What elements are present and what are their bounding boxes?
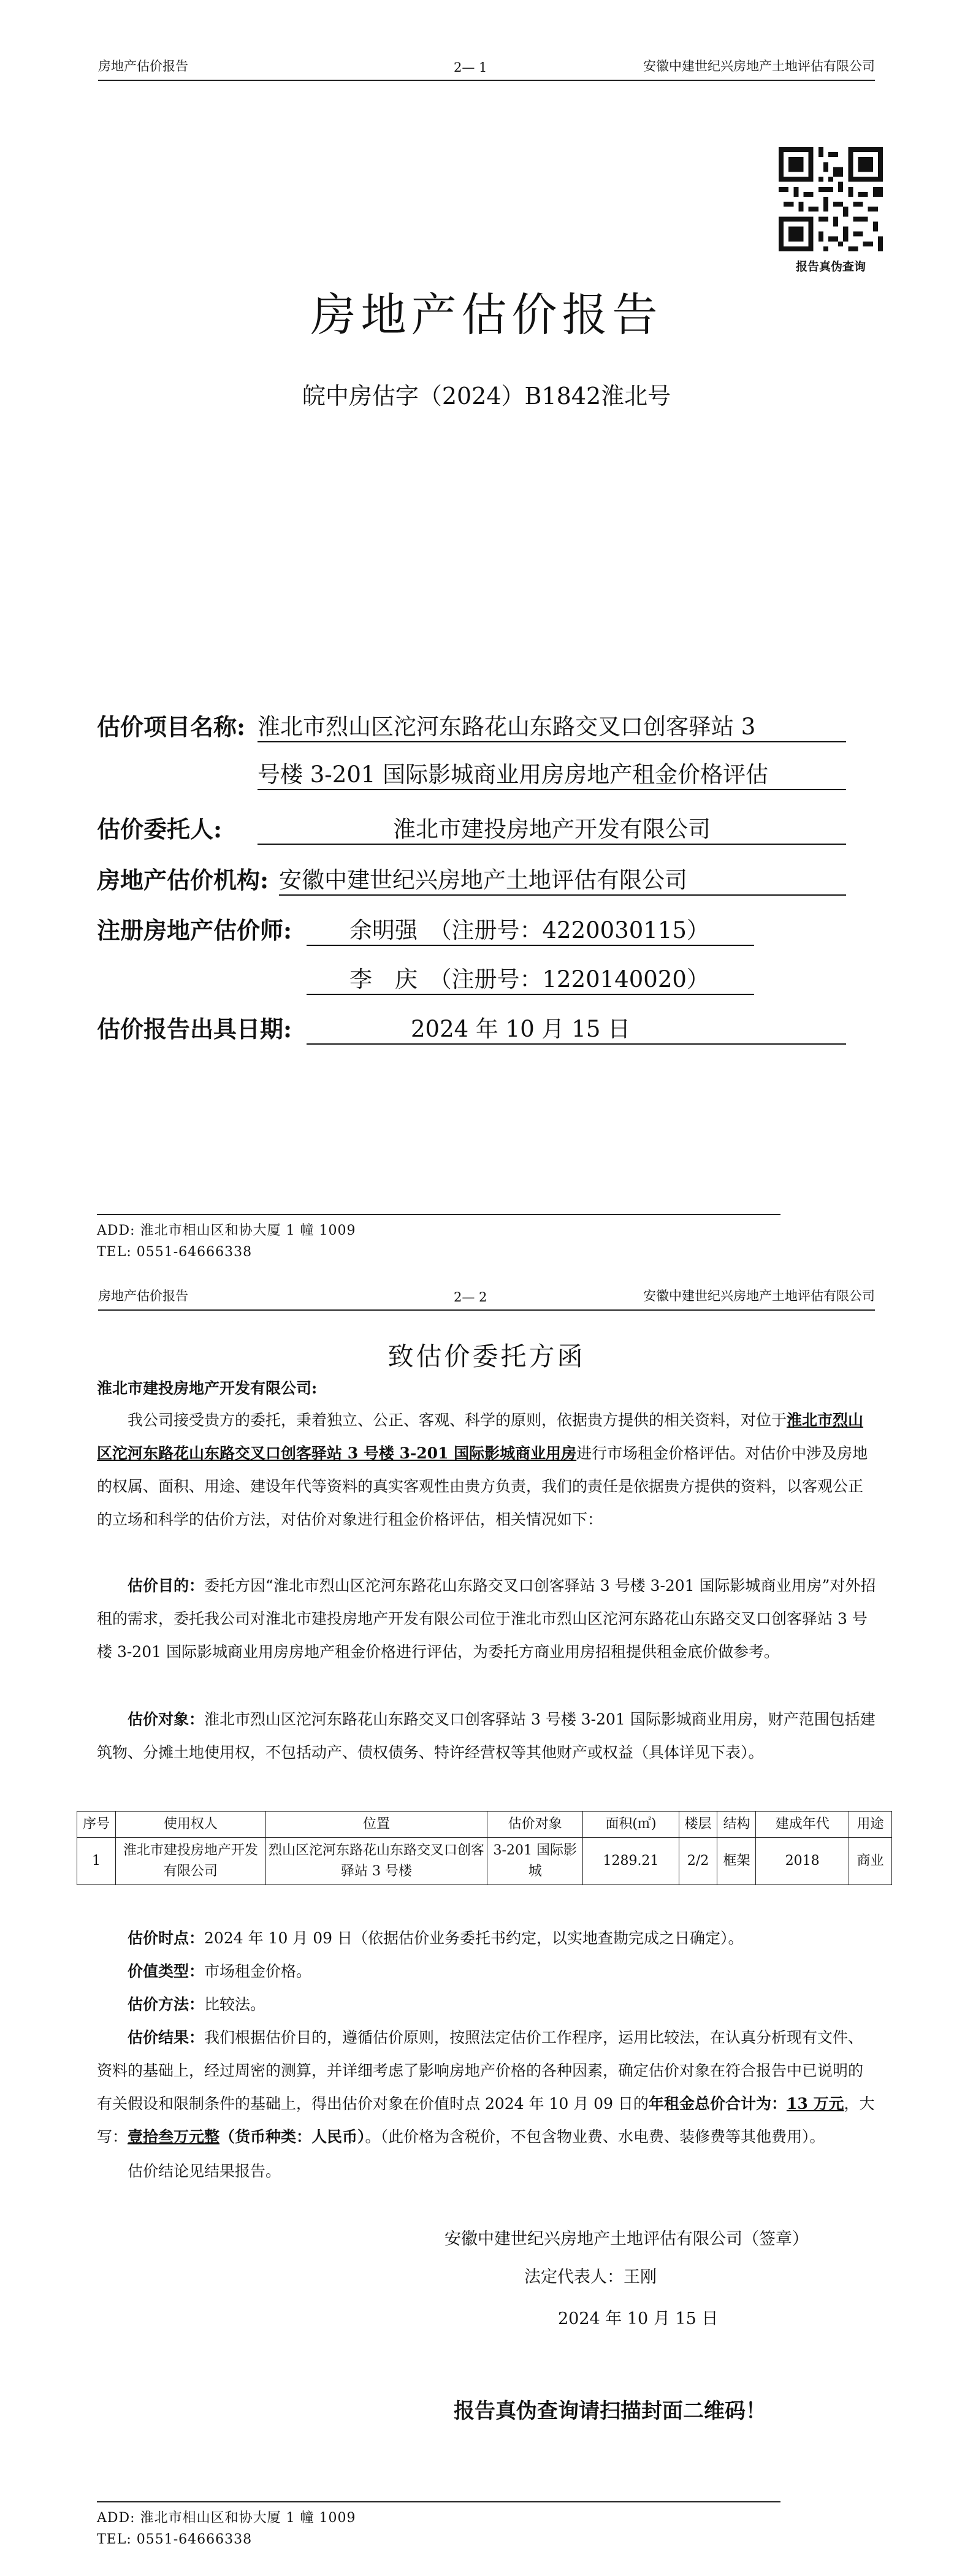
report-title: 房地产估价报告 [310, 289, 663, 341]
table-header-row [77, 1812, 892, 1838]
intro-text-a: 我公司接受贵方的委托，秉着独立、公正、客观、科学的原则，依据贵方提供的相关资料，对位于 [128, 1411, 787, 1429]
intro-text-c: 进行市场租金价格评估。对估价中涉及房地的权属、面积、用途、建设年代等资料的真实客观性由贵方负责，我们的责任是依据贵方提供的资料，以客观公正的立场和科学的估价方法，对估价对象进行租金价格评估，相关情况如下： [97, 1444, 868, 1528]
purpose-label: 估价目的： [128, 1577, 205, 1595]
th-year: 建成年代 [756, 1812, 849, 1838]
th-use: 用途 [849, 1812, 891, 1838]
verify-note: 报告真伪查询请扫描封面二维码！ [454, 2399, 766, 2423]
header-left: 房地产估价报告 [98, 1289, 188, 1303]
sign-company: 安徽中建世纪兴房地产土地评估有限公司（签章） [445, 2230, 809, 2249]
org-value: 安徽中建世纪兴房地产土地评估有限公司 [279, 861, 846, 896]
report-ref-no: 皖中房估字（2024）B1842淮北号 [302, 383, 671, 410]
type-paragraph [97, 1955, 877, 1988]
th-object: 估价对象 [487, 1812, 583, 1838]
footer-address: ADD: 淮北市相山区和协大厦 1 幢 1009 [97, 1223, 356, 1238]
cell-index: 1 [77, 1838, 116, 1885]
footer-address: ADD: 淮北市相山区和协大厦 1 幢 1009 [97, 2510, 356, 2526]
result-total-label: 年租金总价合计为： [648, 2095, 787, 2113]
header-page-number: 2— 2 [454, 1290, 487, 1305]
result-total-words: 壹拾叁万元整 [128, 2128, 220, 2146]
footer-phone: TEL: 0551-64666338 [97, 2532, 253, 2547]
closing-text: 估价结论见结果报告。 [128, 2162, 281, 2180]
cell-structure: 框架 [717, 1838, 756, 1885]
letter-title: 致估价委托方函 [387, 1341, 586, 1371]
qr-code-icon[interactable] [779, 147, 883, 251]
intro-object: 淮北市烈山区沱河东路花山东路交叉口创客驿站 3 号楼 3-201 国际影城商业用房 [97, 1411, 864, 1462]
date-value: 2024 年 10 月 15 日 [307, 1010, 846, 1045]
closing-paragraph [97, 2155, 877, 2188]
date-label: 估价报告出具日期: [97, 1015, 292, 1043]
th-location: 位置 [265, 1812, 487, 1838]
appraiser-2: 李 庆 （注册号：1220140020） [307, 961, 754, 995]
object-text: 淮北市烈山区沱河东路花山东路交叉口创客驿站 3 号楼 3-201 国际影城商业用房，财产范围包括建筑物、分摊土地使用权，不包括动产、债权债务、特许经营权等其他财产或权益（具体详见下表）。 [97, 1710, 876, 1761]
th-area: 面积(㎡) [583, 1812, 679, 1838]
sign-representative: 法定代表人：王刚 [524, 2268, 657, 2287]
cell-location: 烈山区沱河东路花山东路交叉口创客驿站 3 号楼 [265, 1838, 487, 1885]
salutation: 淮北市建投房地产开发有限公司: [97, 1379, 318, 1397]
intro-paragraph [97, 1404, 877, 1536]
org-label: 房地产估价机构: [97, 866, 269, 894]
purpose-text: 委托方因“淮北市烈山区沱河东路花山东路交叉口创客驿站 3 号楼 3-201 国际影城商业用房”对外招租的需求，委托我公司对淮北市建投房地产开发有限公司位于淮北市烈山区沱河东路花山东路交叉口创客驿站 3 号楼 3-201 国际影城商业用房房地产租金价格进行评估，为委托方商业用房招租提供租金底价做参考。 [97, 1577, 876, 1661]
qr-caption: 报告真伪查询 [795, 260, 866, 273]
method-text: 比较法。 [204, 1995, 266, 2013]
result-text-a: 我们根据估价目的，遵循估价原则，按照法定估价工作程序，运用比较法，在认真分析现有文件、资料的基础上，经过周密的测算，并详细考虑了影响房地产价格的各种因素，确定估价对象在符合报告中已说明的有关假设和限制条件的基础上，得出估价对象在价值时点 2024 年 10 月 09 日的 [97, 2029, 864, 2113]
th-owner: 使用权人 [115, 1812, 265, 1838]
result-text-g: 。（此价格为含税价，不包含物业费、水电费、装修费等其他费用）。 [365, 2128, 825, 2146]
project-label: 估价项目名称: [97, 713, 246, 741]
project-value-line1: 淮北市烈山区沱河东路花山东路交叉口创客驿站 3 [258, 708, 846, 742]
client-label: 估价委托人: [97, 815, 223, 843]
th-index: 序号 [77, 1812, 116, 1838]
header-left: 房地产估价报告 [98, 59, 188, 74]
method-label: 估价方法： [128, 1995, 205, 2013]
appraiser-label: 注册房地产估价师: [97, 916, 292, 944]
type-text: 市场租金价格。 [204, 1962, 312, 1980]
purpose-paragraph [97, 1569, 877, 1669]
object-label: 估价对象： [128, 1710, 205, 1728]
method-paragraph [97, 1988, 877, 2021]
object-paragraph [97, 1703, 877, 1769]
cell-floor: 2/2 [679, 1838, 717, 1885]
client-value: 淮北市建投房地产开发有限公司 [258, 810, 846, 845]
result-label: 估价结果： [128, 2029, 205, 2046]
time-paragraph [97, 1922, 877, 1955]
appraiser-1: 余明强 （注册号：4220030115） [307, 912, 754, 946]
table-row [77, 1838, 892, 1885]
result-text-d: ，大写： [97, 2095, 875, 2146]
cover-page [0, 0, 973, 1287]
footer-divider [97, 1214, 780, 1215]
page-header [98, 51, 875, 81]
result-currency: （货币种类：人民币） [219, 2128, 365, 2146]
type-label: 价值类型： [128, 1962, 205, 1980]
cell-year: 2018 [756, 1838, 849, 1885]
header-page-number: 2— 1 [454, 60, 487, 75]
result-total-value: 13 万元 [786, 2095, 844, 2113]
result-paragraph [97, 2021, 877, 2154]
cell-area: 1289.21 [583, 1838, 679, 1885]
cell-object: 3-201 国际影城 [487, 1838, 583, 1885]
cell-use: 商业 [849, 1838, 891, 1885]
project-value-line2: 号楼 3-201 国际影城商业用房房地产租金价格评估 [258, 756, 846, 790]
footer-divider-2 [97, 2501, 780, 2502]
header-right: 安徽中建世纪兴房地产土地评估有限公司 [643, 1289, 875, 1303]
page-header-2 [98, 1281, 875, 1311]
time-text: 2024 年 10 月 09 日（依据估价业务委托书约定，以实地查勘完成之日确定）。 [204, 1929, 744, 1947]
footer-phone: TEL: 0551-64666338 [97, 1244, 253, 1260]
cell-owner: 淮北市建投房地产开发有限公司 [115, 1838, 265, 1885]
th-floor: 楼层 [679, 1812, 717, 1838]
property-table [77, 1811, 892, 1885]
header-right: 安徽中建世纪兴房地产土地评估有限公司 [643, 59, 875, 74]
th-structure: 结构 [717, 1812, 756, 1838]
time-label: 估价时点： [128, 1929, 205, 1947]
sign-date: 2024 年 10 月 15 日 [558, 2309, 719, 2328]
